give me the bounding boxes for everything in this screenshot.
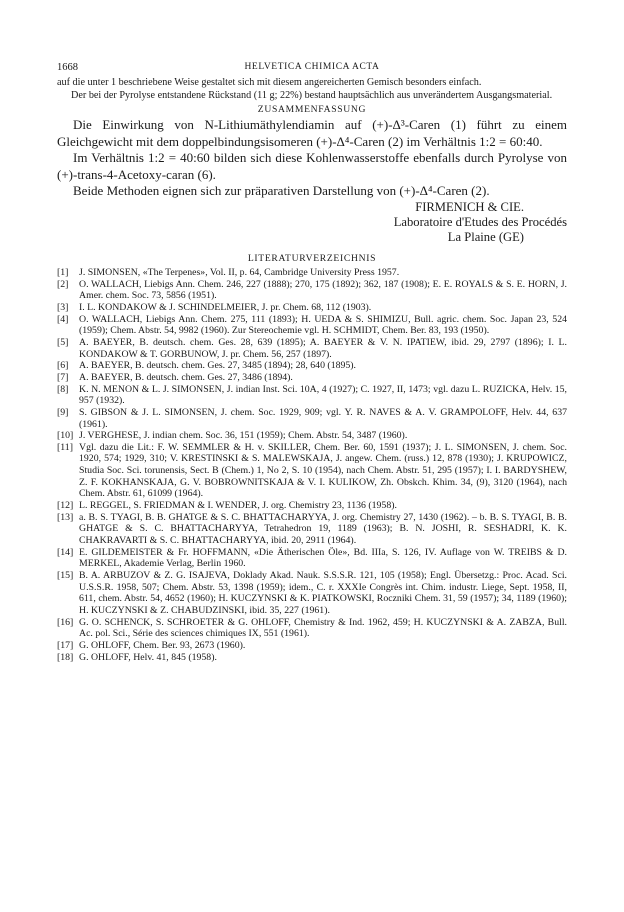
reference-text: G. O. SCHENCK, S. SCHROETER & G. OHLOFF, Chemistry & Ind. 1962, 459; H. KUCZYNSKI & A. ZABZA, Bull. Ac. pol. Sci., Série des sciences chimiques IX, 551 (1961). xyxy=(79,616,567,640)
reference-item xyxy=(57,652,567,664)
journal-name: HELVETICA CHIMICA ACTA xyxy=(244,62,380,72)
reference-number: [8] xyxy=(57,383,69,395)
reference-text: E. GILDEMEISTER & Fr. HOFFMANN, «Die Ätherischen Öle», Bd. IIIa, S. 126, IV. Auflage von W. TREIBS & D. MERKEL, Akademie Verlag, Berlin 1960. xyxy=(79,546,567,570)
reference-number: [6] xyxy=(57,360,69,372)
reference-text: A. BAEYER, B. deutsch. chem. Ges. 27, 3486 (1894). xyxy=(79,371,293,383)
summary-paragraph: Beide Methoden eignen sich zur präparativen Darstellung von (+)-Δ⁴-Caren (2). xyxy=(73,183,490,199)
reference-item xyxy=(57,372,567,384)
reference-item xyxy=(57,547,567,570)
reference-item xyxy=(57,640,567,652)
summary-text xyxy=(57,117,567,200)
running-header xyxy=(57,62,567,76)
reference-text: O. WALLACH, Liebigs Ann. Chem. 275, 111 (1893); H. UEDA & S. SHIMIZU, Bull. agric. chem. Soc. Japan 23, 524 (1959); Chem. Abstr. 54, 9982 (1960). Zur Stereochemie vgl. H. SCHMIDT, Chem. Ber. 83, 193 (1950). xyxy=(79,313,567,337)
reference-text: I. L. KONDAKOW & J. SCHINDELMEIER, J. pr. Chem. 68, 112 (1903). xyxy=(79,301,372,313)
reference-text: Vgl. dazu die Lit.: F. W. SEMMLER & H. v. SKILLER, Chem. Ber. 60, 1591 (1937); J. L. SIMONSEN, J. chem. Soc. 1920, 574; 1929, 310; V. KRESTINSKI & S. MALEWSKAJA, J. angew. Chem. (russ.) 12, 878 (1930); J. KRUPOWICZ, Studia Soc. Sci. torunensis, Sect. B (Chem.) 1, No 2, S. 10 (1954), nach Chem. Abstr. 51, 295 (1957); I. I. BARDYSHEW, Z. F. KOKHANSKAJA, G. V. BOBROWNITSKAJA & V. I. KULIKOW, Zh. Obskch. Khim. 34, (9), 3120 (1964), nach Chem. Abstr. 61, 61099 (1964). xyxy=(79,441,567,500)
author-signature xyxy=(57,200,567,245)
reference-text: B. A. ARBUZOV & Z. G. ISAJEVA, Doklady Akad. Nauk. S.S.S.R. 121, 105 (1958); Engl. Übersetzg.: Proc. Acad. Sci. U.S.S.R. 1958, 507; Chem. Abstr. 53, 1398 (1959); idem., C. r. XXXIe Congrès int. Chim. industr. Liege, Sept. 1958, II, 611, chem. Abstr. 54, 4652 (1960); H. KUCZYNSKI & K. PIATKOWSKI, Roczniki Chem. 31, 59 (1957); 34, 1189 (1960); H. KUCZYNSKI & Z. CHABUDZINSKI, ibid. 35, 227 (1961). xyxy=(79,570,567,616)
reference-text: a. B. S. TYAGI, B. B. GHATGE & S. C. BHATTACHARYYA, J. org. Chemistry 27, 1430 (1962). – b. B. S. TYAGI, B. B. GHATGE & S. C. BHATTACHARYYA, Tetrahedron 19, 1189 (1963); B. N. JOSHI, R. SESHADRI, K. K. CHAKRAVARTI & S. C. BHATTACHARYYA, ibid. 20, 2911 (1964). xyxy=(79,511,567,547)
reference-number: [12] xyxy=(57,500,74,512)
reference-text: K. N. MENON & L. J. SIMONSEN, J. indian Inst. Sci. 10A, 4 (1927); C. 1927, II, 1473; vgl. dazu L. RUZICKA, Helv. 15, 957 (1932). xyxy=(79,383,567,407)
reference-number: [1] xyxy=(57,266,69,278)
reference-item xyxy=(57,512,567,547)
reference-number: [11] xyxy=(57,441,73,453)
reference-number: [5] xyxy=(57,336,69,348)
reference-item xyxy=(57,442,567,500)
reference-text: J. VERGHESE, J. indian chem. Soc. 36, 151 (1959); Chem. Abstr. 54, 3487 (1960). xyxy=(79,430,408,442)
intro-paragraph: auf die unter 1 beschriebene Weise gestaltet sich mit diesem angereicherten Gemisch besonders einfach. xyxy=(57,77,482,88)
reference-list xyxy=(57,267,567,663)
reference-text: O. WALLACH, Liebigs Ann. Chem. 246, 227 (1888); 270, 175 (1892); 362, 187 (1908); E. E. ROYALS & S. E. HORN, J. Amer. chem. Soc. 73, 5856 (1951). xyxy=(79,278,567,302)
reference-text: G. OHLOFF, Helv. 41, 845 (1958). xyxy=(79,651,217,663)
reference-item xyxy=(57,267,567,279)
reference-item xyxy=(57,337,567,360)
reference-number: [9] xyxy=(57,406,69,418)
summary-paragraph: Die Einwirkung von N-Lithiumäthylendiamin auf (+)-Δ³-Caren (1) führt zu einem Gleichgewicht mit dem doppelbindungsisomeren (+)-Δ⁴-Caren (2) im Verhältnis 1:2 = 60:40. xyxy=(57,117,567,149)
reference-number: [14] xyxy=(57,546,74,558)
reference-item xyxy=(57,430,567,442)
reference-item xyxy=(57,384,567,407)
reference-number: [13] xyxy=(57,511,74,523)
reference-item xyxy=(57,279,567,302)
laboratory-name: Laboratoire d'Etudes des Procédés xyxy=(393,214,567,229)
reference-number: [4] xyxy=(57,313,69,325)
location: La Plaine (GE) xyxy=(447,229,524,244)
reference-item xyxy=(57,407,567,430)
reference-item xyxy=(57,570,567,617)
reference-number: [3] xyxy=(57,301,69,313)
reference-item xyxy=(57,360,567,372)
reference-text: A. BAEYER, B. deutsch. chem. Ges. 28, 639 (1895); A. BAEYER & V. N. IPATIEW, ibid. 29, 2797 (1896); I. L. KONDAKOW & T. GORBUNOW, J. pr. Chem. 56, 257 (1897). xyxy=(79,336,567,360)
reference-number: [10] xyxy=(57,430,74,442)
references-heading: LITERATURVERZEICHNIS xyxy=(247,252,377,264)
reference-text: J. SIMONSEN, «The Terpenes», Vol. II, p. 64, Cambridge University Press 1957. xyxy=(79,266,400,278)
journal-page xyxy=(57,62,567,663)
reference-number: [17] xyxy=(57,639,74,651)
reference-item xyxy=(57,314,567,337)
intro-text xyxy=(57,76,567,102)
reference-text: L. REGGEL, S. FRIEDMAN & I. WENDER, J. org. Chemistry 23, 1136 (1958). xyxy=(79,500,397,512)
reference-number: [18] xyxy=(57,651,74,663)
reference-number: [15] xyxy=(57,570,74,582)
reference-text: S. GIBSON & J. L. SIMONSEN, J. chem. Soc. 1929, 909; vgl. Y. R. NAVES & A. V. GRAMPOLOFF, Helv. 44, 637 (1961). xyxy=(79,406,567,430)
reference-text: A. BAEYER, B. deutsch. chem. Ges. 27, 3485 (1894); 28, 640 (1895). xyxy=(79,360,357,372)
reference-item xyxy=(57,617,567,640)
summary-heading: ZUSAMMENFASSUNG xyxy=(257,104,367,115)
page-number: 1668 xyxy=(57,62,78,73)
reference-text: G. OHLOFF, Chem. Ber. 93, 2673 (1960). xyxy=(79,639,246,651)
reference-number: [2] xyxy=(57,278,69,290)
reference-item xyxy=(57,500,567,512)
reference-number: [7] xyxy=(57,371,69,383)
company-name: FIRMENICH & CIE. xyxy=(415,199,524,214)
intro-paragraph: Der bei der Pyrolyse entstandene Rückstand (11 g; 22%) bestand hauptsächlich aus unverändertem Ausgangsmaterial. xyxy=(71,90,553,101)
summary-paragraph: Im Verhältnis 1:2 = 40:60 bilden sich diese Kohlenwasserstoffe ebenfalls durch Pyrolyse von (+)-trans-4-Acetoxy-caran (6). xyxy=(57,150,567,182)
reference-item xyxy=(57,302,567,314)
reference-number: [16] xyxy=(57,616,74,628)
